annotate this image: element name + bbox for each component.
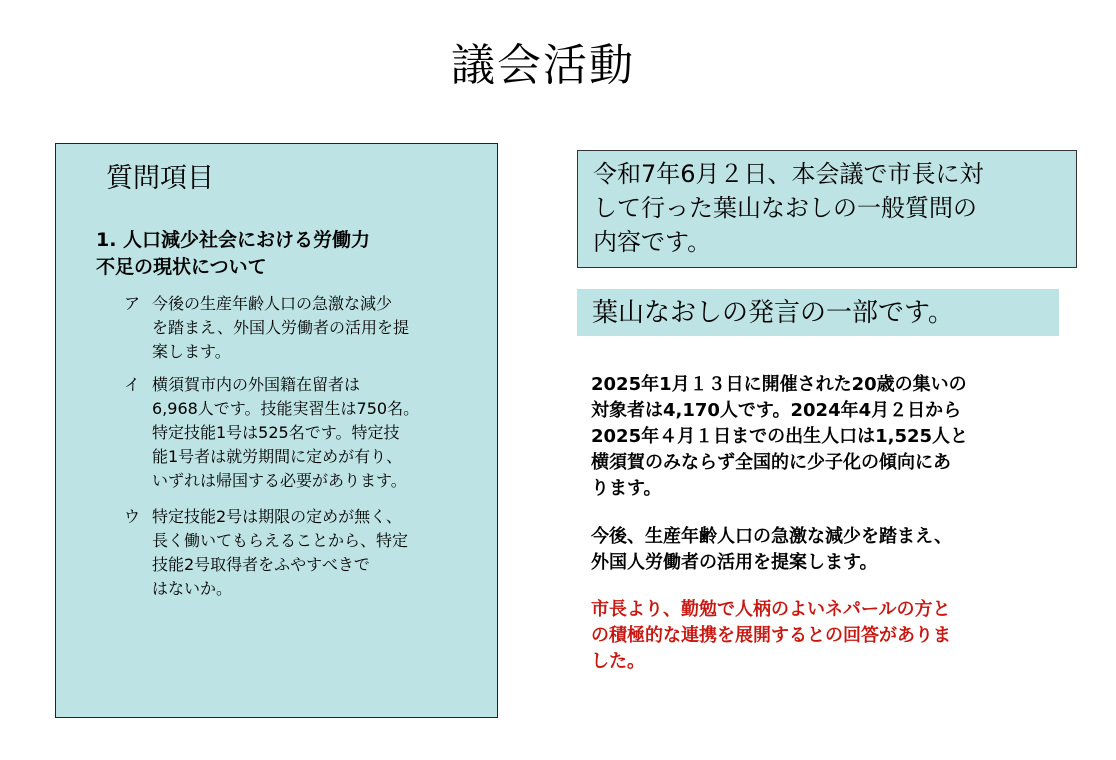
- item-text: [152, 292, 472, 364]
- item-text-line: 長く働いてもらえることから、特定: [152, 531, 409, 550]
- question-topic-line: 1. 人口減少社会における労働力: [96, 229, 371, 251]
- paragraph-line: 横須賀のみならず全国的に少子化の傾向にあ: [591, 452, 951, 473]
- question-items-panel: [55, 143, 498, 718]
- intro-line: 令和7年6月２日、本会議で市長に対: [593, 160, 984, 188]
- paragraph-line: ります。: [591, 478, 662, 499]
- item-text-line: 案します。: [152, 342, 231, 361]
- paragraph-line: 外国人労働者の活用を提案します。: [591, 552, 878, 573]
- question-topic-line: 不足の現状について: [96, 256, 267, 278]
- item-text-line: 能1号者は就労期間に定めが有り、: [152, 447, 403, 466]
- item-text: [152, 505, 472, 601]
- item-text-line: 6,968人です。技能実習生は750名。: [152, 399, 420, 418]
- item-marker: イ: [124, 375, 141, 394]
- intro-line: 内容です。: [593, 228, 712, 256]
- item-text-line: はないか。: [152, 579, 233, 598]
- question-topic: [96, 227, 456, 281]
- intro-line: して行った葉山なおしの一般質問の: [593, 194, 977, 222]
- item-text: [152, 373, 472, 493]
- speech-paragraph: [591, 372, 1071, 502]
- mayor-answer-paragraph: [591, 597, 1071, 675]
- item-text-line: 特定技能2号は期限の定めが無く、: [152, 507, 402, 526]
- paragraph-line: 2025年４月１日までの出生人口は1,525人と: [591, 426, 969, 447]
- item-marker: ア: [124, 294, 141, 313]
- item-text-line: 今後の生産年齢人口の急激な減少: [152, 294, 393, 313]
- item-text-line: 横須賀市内の外国籍在留者は: [152, 375, 361, 394]
- paragraph-line: 対象者は4,170人です。2024年4月２日から: [591, 400, 962, 421]
- item-marker: ウ: [124, 507, 141, 526]
- paragraph-line: 市長より、勤勉で人柄のよいネパールの方と: [591, 599, 951, 620]
- speech-paragraph: [591, 524, 1071, 576]
- paragraph-line: 2025年1月１３日に開催された20歳の集いの: [591, 374, 967, 395]
- paragraph-line: 今後、生産年齢人口の急激な減少を踏まえ、: [591, 526, 953, 547]
- paragraph-line: の積極的な連携を展開するとの回答がありま: [591, 625, 951, 646]
- item-text-line: を踏まえ、外国人労働者の活用を提: [152, 318, 409, 337]
- speech-subtitle: 葉山なおしの発言の一部です。: [577, 289, 1059, 336]
- item-text-line: 特定技能1号は525名です。特定技: [152, 423, 400, 442]
- intro-box: [577, 150, 1077, 268]
- paragraph-line: した。: [591, 651, 645, 672]
- item-text-line: いずれは帰国する必要があります。: [152, 471, 407, 490]
- question-items-heading: 質問項目: [106, 163, 214, 194]
- item-text-line: 技能2号取得者をふやすべきで: [152, 555, 370, 574]
- page-title: 議会活動: [451, 40, 635, 91]
